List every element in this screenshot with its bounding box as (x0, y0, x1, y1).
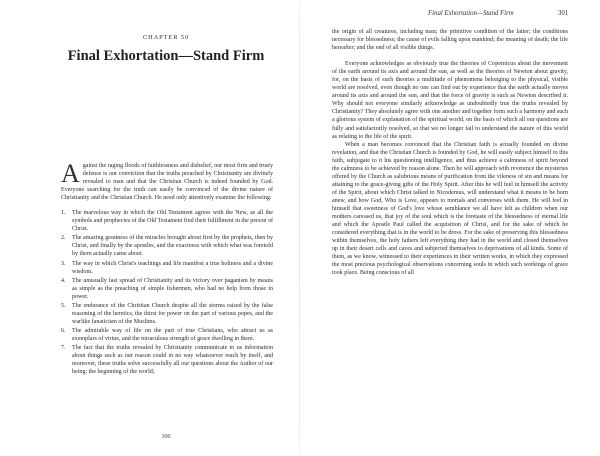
list-item-number: 7. (61, 344, 66, 351)
list-item (61, 327, 273, 343)
left-page-body (61, 159, 273, 377)
list-item (61, 260, 273, 276)
list-item-text: The unusually fast spread of Christianity and its victory over paganism by means as simple as the preaching of simple fishermen, who had no help from those in power. (72, 277, 273, 300)
list-item (61, 209, 273, 233)
list-item (61, 302, 273, 326)
list-item-text: The way in which Christ's teachings and life manifest a true holiness and a divine wisdom. (72, 260, 273, 275)
list-item-text: The fact that the truths revealed by Christianity communicate to us information about things such as our reason could in no way whatsoever reach by itself, and moreover, these truths solve successfully all our questions about the Author of our being; the beginning of the world; (72, 344, 273, 376)
continuation-paragraph: the origin of all creatures, including man; the primitive condition of the latter; the conditions necessary for blessedness; the cause of evils falling upon mankind; the meaning of death; the life hereafter; and the end of all visible things. (332, 29, 568, 52)
list-item-text: The amazing greatness of the miracles brought about first by the prophets, then by Christ, and finally by the apostles, and the exactness with which what was foretold by them actually came about. (72, 235, 273, 258)
list-item-number: 2. (61, 235, 66, 242)
right-page (300, 0, 600, 456)
page-number-right: 301 (558, 10, 569, 17)
list-item-number: 6. (61, 327, 66, 334)
list-item-text: The endurance of the Christian Church despite all the storms raised by the false reasoning of the heretics, the thirst for power on the part of various popes, and the warlike fanaticism of the Muslims. (72, 302, 273, 325)
list-item-number: 1. (61, 210, 66, 217)
list-item-number: 4. (61, 277, 66, 284)
list-item-text: The marvelous way in which the Old Testament agrees with the New, as all the symbols and prophecies of the Old Testament find their fulfillment in the person of Christ. (72, 210, 273, 233)
revelation-paragraph: When a man becomes convinced that the Christian faith is actually founded on divine revelation, and that the Christian Church is founded by God, he will easily subject himself to this faith, subjugate to it his questioning intelligence, and thus achieve a calmness of spirit beyond the calmness to be achieved by reason alone. Then he will approach with reverence the mysteries offered by the Church as salubrious means of purification from the vileness of sin and means for attaining to the grace-giving gifts of the Holy Spirit. After this he will feel in himself the activity of the Spirit, about which Christ talked to Nicodemus, will understand what it means to be born anew, and how God, Who is Love, appears to mortals and converses with them. He will feel in himself that sweetness of God's love whose semblance we all have felt as children when our mothers caressed us, that joy of the soul which is the foretaste of the blessedness of eternal life and which the Apostle Paul called the acquisition of Christ, and for the sake of which he considered everything that is in the world to be dross. For the sake of preserving this blessedness within themselves, the holy fathers left everything they had in the world and closed themselves up in their desert cells and caves and subjected themselves to deprivations of all kinds. Some of them, as we know, witnessed to their experiences in their written works, in which they expressed the most precious psychological observations concerning souls in which such workings of grace took place. Being conscious of all (332, 141, 568, 277)
right-page-body (332, 28, 568, 277)
list-item-number: 5. (61, 302, 66, 309)
list-item (61, 277, 273, 301)
copernicus-paragraph: Everyone acknowledges as obviously true the theories of Copernicus about the movement of the earth around its axis and around the sun, as well as the theories of Newton about gravity, for, on the basis of such theories a multitude of phenomena belonging to the physical, visible world are resolved, even though no one can find out by experience that the earth actually moves around its axis and around the sun, and that the force of gravity is such as Newton described it. Why should not everyone similarly acknowledge as undoubtedly true the truths revealed by Christianity? They absolutely agree with one another and together form such a harmony and such a glorious system of explanation of the spiritual world, on the basis of which all our questions are fully and satisfactorily resolved, so that we no longer fail to understand the nature of this world as relating to the life of the spirit. (332, 61, 568, 140)
reasons-list (61, 209, 273, 376)
list-item-text: The admirable way of life on the part of true Christians, who attract us as exemplars of virtue, and the miraculous strength of grace dwelling in them. (72, 327, 273, 342)
chapter-label: CHAPTER 50 (142, 34, 190, 41)
drop-cap: A (61, 159, 80, 188)
list-item (61, 344, 273, 376)
list-item-number: 3. (61, 260, 66, 267)
list-item (61, 234, 273, 258)
page-number-left: 300 (161, 434, 171, 440)
intro-text: gainst the raging floods of faithlessness and disbelief, our most firm and trusty defense is our conviction that the truths preached by Christianity are divinely revealed to man and that the Christian Church is indeed founded by God. Everyone searching for the truth can easily be convinced of the divine nature of Christianity and the Christian Church. He need only attentively examine the following: (61, 163, 273, 202)
intro-paragraph (61, 159, 273, 202)
chapter-title: Final Exhortation—Stand Firm (67, 48, 265, 64)
running-head: Final Exhortation—Stand Firm (428, 10, 514, 17)
